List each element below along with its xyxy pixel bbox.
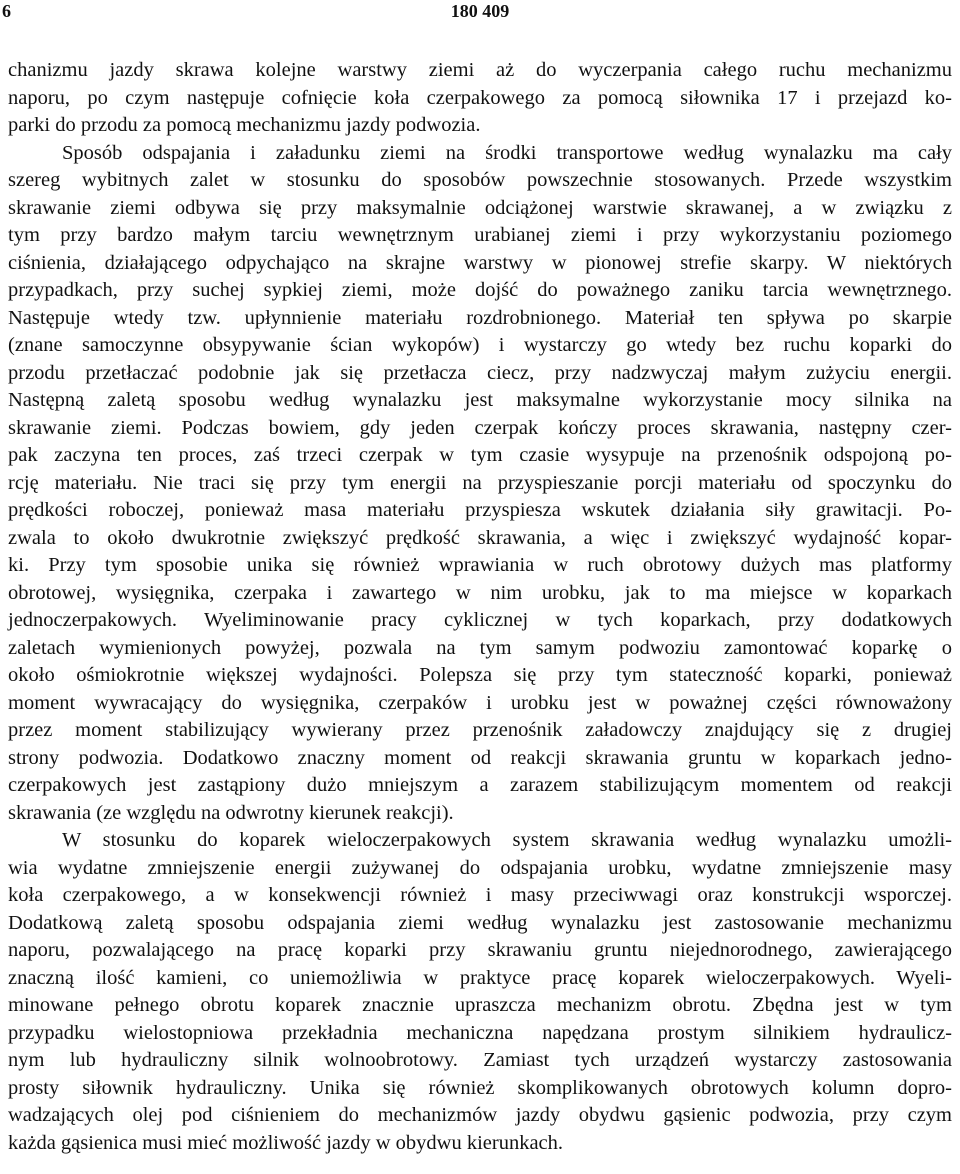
text-line: ki. Przy tym sposobie unika się również wprawiania w ruch obrotowy dużych mas platformy	[8, 554, 952, 576]
text-line: W stosunku do koparek wieloczerpakowych system skrawania według wynalazku umożli-	[62, 829, 952, 851]
text-line: jednoczerpakowych. Wyeliminowanie pracy cyklicznej w tych koparkach, przy dodatkowych	[8, 609, 952, 631]
text-line: przez moment stabilizujący wywierany przez przenośnik załadowczy znajdujący się z drugiej	[8, 719, 952, 741]
text-line: minowane pełnego obrotu koparek znacznie upraszcza mechanizm obrotu. Zbędna jest w tym	[8, 994, 952, 1016]
text-line: koła czerpakowego, a w konsekwencji również i masy przeciwwagi oraz konstrukcji wsporczej.	[8, 884, 952, 906]
text-line: znaczną ilość kamieni, co uniemożliwia w praktyce pracę koparek wieloczerpakowych. Wyeli-	[8, 966, 952, 989]
text-line: naporu, po czym następuje cofnięcie koła czerpakowego za pomocą siłownika 17 i przejazd ko-	[8, 86, 952, 109]
text-line: czerpakowych jest zastąpiony dużo mniejszym a zarazem stabilizującym momentem od reakcji	[8, 774, 952, 796]
text-line: naporu, pozwalającego na pracę koparki przy skrawaniu gruntu niejednorodnego, zawierającego	[8, 939, 952, 961]
text-line: pak zaczyna ten proces, zaś trzeci czerpak w tym czasie wysypuje na przenośnik odspojoną po-	[8, 444, 952, 466]
text-line: (znane samoczynne obsypywanie ścian wykopów) i wystarczy go wtedy bez ruchu koparki do	[8, 334, 952, 356]
text-line: moment wywracający do wysięgnika, czerpaków i urobku jest w poważnej części równoważony	[8, 691, 952, 714]
text-line: każda gąsienica musi mieć możliwość jazdy w obydwu kierunkach.	[8, 1131, 564, 1154]
text-line: prędkości roboczej, ponieważ masa materiału przyspiesza wskutek działania siły grawitacji. Po-	[8, 499, 952, 521]
text-line: przodu przetłaczać podobnie jak się przetłacza ciecz, przy nadzwyczaj małym zużyciu energii.	[8, 361, 952, 384]
text-line: Dodatkową zaletą sposobu odspajania ziemi według wynalazku jest zastosowanie mechanizmu	[8, 911, 952, 934]
text-line: szereg wybitnych zalet w stosunku do sposobów powszechnie stosowanych. Przede wszystkim	[8, 169, 952, 191]
text-line: przypadkach, przy suchej sypkiej ziemi, może dojść do poważnego zaniku tarcia wewnętrznego.	[8, 279, 952, 301]
text-line: parki do przodu za pomocą mechanizmu jazdy podwozia.	[8, 114, 481, 136]
text-line: wadzających olej pod ciśnieniem do mechanizmów jazdy obydwu gąsienic podwozia, przy czym	[8, 1104, 952, 1126]
text-line: skrawanie ziemi. Podczas bowiem, gdy jeden czerpak kończy proces skrawania, następny czer-	[8, 416, 952, 439]
text-line: prosty siłownik hydrauliczny. Unika się również skomplikowanych obrotowych kolumn dopro-	[8, 1076, 952, 1099]
text-line: Następuje wtedy tzw. upłynnienie materiału rozdrobnionego. Materiał ten spływa po skarpie	[8, 306, 952, 329]
text-line: rcję materiału. Nie traci się przy tym energii na przyspieszanie porcji materiału od spoczynku do	[8, 471, 952, 494]
text-line: obrotowej, wysięgnika, czerpaka i zawartego w nim urobku, jak to ma miejsce w koparkach	[8, 581, 952, 604]
paragraph	[8, 57, 952, 140]
text-line: skrawania (ze względu na odwrotny kierunek reakcji).	[8, 801, 454, 824]
text-line: Następną zaletą sposobu według wynalazku jest maksymalne wykorzystanie mocy silnika na	[8, 389, 952, 411]
text-line: około ośmiokrotnie większej wydajności. Polepsza się przy tym stateczność koparki, ponieważ	[8, 664, 952, 686]
text-line: nym lub hydrauliczny silnik wolnoobrotowy. Zamiast tych urządzeń wystarczy zastosowania	[8, 1049, 952, 1071]
text-line: przypadku wielostopniowa przekładnia mechaniczna napędzana prostym silnikiem hydraulicz-	[8, 1021, 952, 1044]
page-number: 6	[2, 1, 11, 21]
paragraph	[8, 827, 952, 1157]
paragraph	[8, 140, 952, 828]
patent-number: 180 409	[450, 1, 510, 21]
text-line: zwala to około dwukrotnie zwiększyć prędkość skrawania, a więc i zwiększyć wydajność kopar-	[8, 526, 952, 549]
text-line: Sposób odspajania i załadunku ziemi na środki transportowe według wynalazku ma cały	[62, 141, 952, 164]
text-line: zaletach wymienionych powyżej, pozwala na tym samym podwoziu zamontować koparkę o	[8, 636, 952, 659]
document-body	[8, 57, 952, 1157]
text-line: ciśnienia, działającego odpychająco na skrajne warstwy w pionowej strefie skarpy. W niektórych	[8, 251, 952, 274]
page-header	[0, 0, 960, 30]
text-line: strony podwozia. Dodatkowo znaczny moment od reakcji skrawania gruntu w koparkach jedno-	[8, 746, 952, 769]
text-line: skrawanie ziemi odbywa się przy maksymalnie odciążonej warstwie skrawanej, a w związku z	[8, 196, 952, 219]
text-line: wia wydatne zmniejszenie energii zużywanej do odspajania urobku, wydatne zmniejszenie masy	[8, 856, 952, 879]
text-line: chanizmu jazdy skrawa kolejne warstwy ziemi aż do wyczerpania całego ruchu mechanizmu	[8, 59, 952, 81]
text-line: tym przy bardzo małym tarciu wewnętrznym urabianej ziemi i przy wykorzystaniu poziomego	[8, 224, 952, 246]
